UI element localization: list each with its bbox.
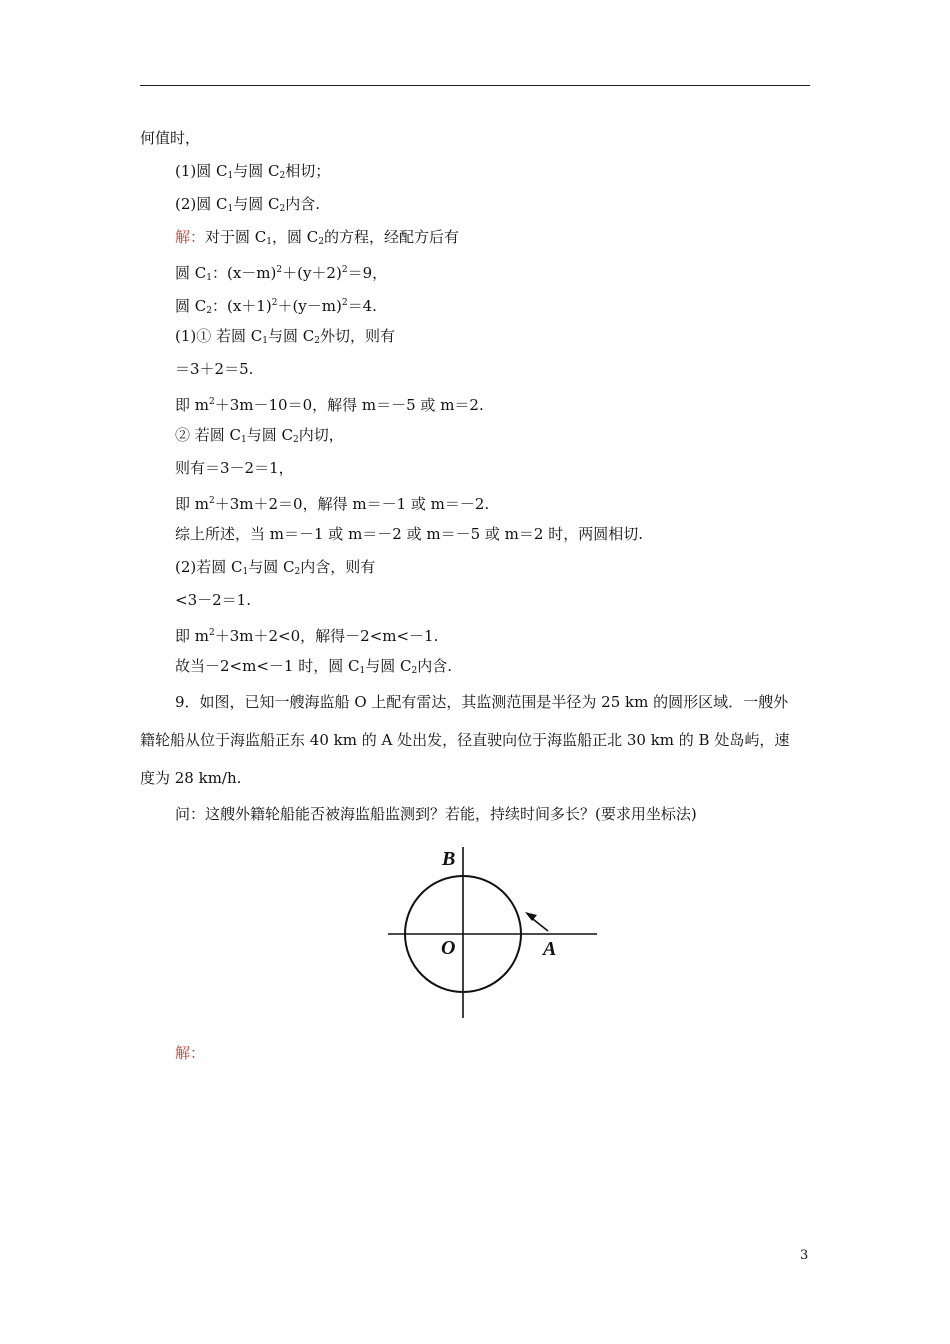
equation-c1: 圆 $C_1$：$(x-m)^2+(y+2)^2=9$， [175,264,388,283]
text-line: 则有＝3－2＝1， [175,459,294,477]
text-line: <3－2＝1. [175,591,251,609]
text-line: 综上所述，当 m＝－1 或 m＝－2 或 m＝－5 或 m＝2 时，两圆相切. [175,525,643,543]
radar-figure [385,845,600,1029]
problem-9-line-1: 9．如图，已知一艘海监船 O 上配有雷达，其监测范围是半径为 25 km 的圆形区域．一艘外 [175,693,789,711]
text-line: 即 $m^2+3m+2=0$，解得 m＝－1 或 m＝－2. [175,495,490,513]
text-line: (1)① 若圆 $C_1$与圆 $C_2$外切，则有 [175,327,395,346]
problem-9-question: 问：这艘外籍轮船能否被海监船监测到？若能，持续时间多长？(要求用坐标法) [175,805,697,823]
question-part-1: (1)圆 $C_1$与圆 $C_2$相切； [175,162,331,181]
problem-9-line-3: 度为 28 km/h. [140,769,242,787]
text-line: 何值时， [140,129,201,147]
text-line: ② 若圆 $C_1$与圆 $C_2$内切， [175,426,344,445]
text-line: 即 $m^2+3m-10=0$，解得 m＝－5 或 m＝2. [175,396,484,414]
solution-label: 解： [175,228,206,246]
problem-9-line-2: 籍轮船从位于海监船正东 40 km 的 A 处出发，径直驶向位于海监船正北 30 km 的 B 处岛屿，速 [140,731,790,749]
label-a: A [543,938,557,960]
text-line: ＝3＋2＝5. [175,360,254,378]
label-o: O [441,937,456,959]
solution-intro: 解：对于圆 $C_1$，圆 $C_2$的方程，经配方后有 [175,228,459,247]
text-line: 故当－2<m<－1 时，圆 $C_1$与圆 $C_2$内含. [175,657,452,676]
page-number: 3 [800,1248,809,1263]
text-line: (2)若圆 $C_1$与圆 $C_2$内含，则有 [175,558,376,577]
radar-diagram [385,845,600,1025]
equation-c2: 圆 $C_2$：$(x+1)^2+(y-m)^2=4$. [175,297,377,316]
text-line: 即 $m^2+3m+2<0$，解得－2<m<－1. [175,627,439,645]
question-part-2: (2)圆 $C_1$与圆 $C_2$内含. [175,195,320,214]
header-rule [140,85,810,86]
arrow-head-icon [525,912,537,921]
label-b: B [442,848,456,870]
solution-label-2: 解： [175,1044,206,1062]
